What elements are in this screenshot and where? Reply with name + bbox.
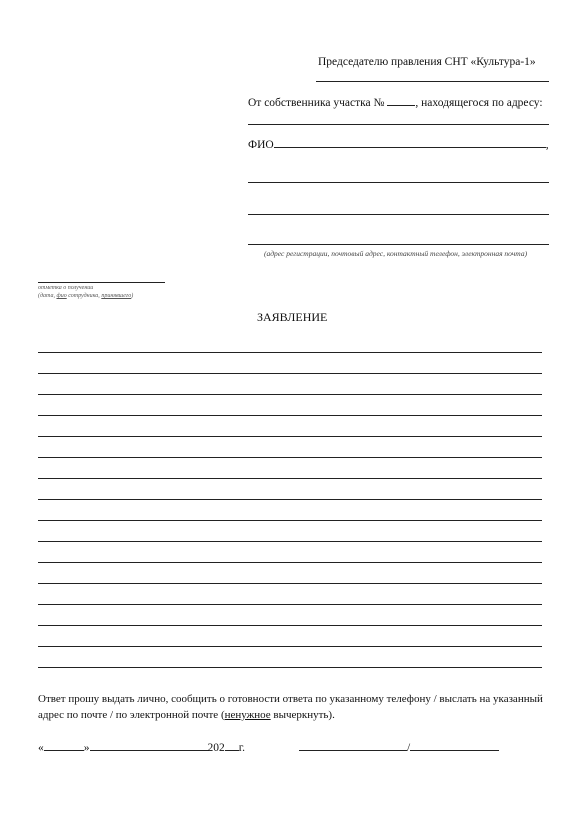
fio-field[interactable] — [274, 137, 546, 148]
statement-line[interactable] — [38, 583, 542, 584]
statement-line[interactable] — [38, 415, 542, 416]
plot-number-field[interactable] — [387, 95, 415, 106]
registration-mark-caption-2: (дата, фио сотрудника, принявшего) — [38, 293, 134, 299]
statement-line[interactable] — [38, 562, 542, 563]
statement-line[interactable] — [38, 394, 542, 395]
statement-line[interactable] — [38, 352, 542, 353]
signature-field[interactable] — [299, 740, 407, 751]
date-day-field[interactable] — [44, 740, 84, 751]
fio-label: ФИО — [248, 139, 274, 151]
registration-mark-line[interactable] — [38, 282, 165, 283]
statement-line[interactable] — [38, 457, 542, 458]
response-method-note-1: Ответ прошу выдать лично, сообщить о готовности ответа по указанному телефону / выслать на указанный — [38, 693, 543, 705]
date-year-field[interactable] — [225, 740, 239, 751]
signature-name-field[interactable] — [410, 740, 499, 751]
document-title: ЗАЯВЛЕНИЕ — [257, 310, 328, 324]
statement-line[interactable] — [38, 667, 542, 668]
statement-line[interactable] — [38, 436, 542, 437]
statement-line[interactable] — [38, 373, 542, 374]
addressee-line — [316, 81, 549, 82]
statement-line[interactable] — [38, 541, 542, 542]
address-line-3[interactable] — [248, 214, 549, 215]
date-month-field[interactable] — [90, 740, 208, 751]
response-method-note-2: адрес по почте / по электронной почте (ненужное вычеркнуть). — [38, 709, 335, 721]
fio-row: ФИО , — [248, 139, 549, 151]
statement-line[interactable] — [38, 478, 542, 479]
statement-line[interactable] — [38, 625, 542, 626]
addressee-text: Председателю правления СНТ «Культура-1» — [318, 56, 536, 68]
statement-line[interactable] — [38, 499, 542, 500]
statement-line[interactable] — [38, 646, 542, 647]
date-row: « » 202 г. — [38, 742, 246, 754]
statement-line[interactable] — [38, 520, 542, 521]
statement-line[interactable] — [38, 604, 542, 605]
address-line-2[interactable] — [248, 182, 549, 183]
signature-row: / — [299, 740, 499, 755]
address-line-4[interactable] — [248, 244, 549, 245]
address-hint: (адрес регистрации, почтовый адрес, контактный телефон, электронная почта) — [264, 249, 528, 258]
owner-plot-text: От собственника участка № , находящегося по адресу: — [248, 97, 543, 109]
registration-mark-caption-1: отметка о получении — [38, 285, 94, 291]
address-line-1[interactable] — [248, 124, 549, 125]
